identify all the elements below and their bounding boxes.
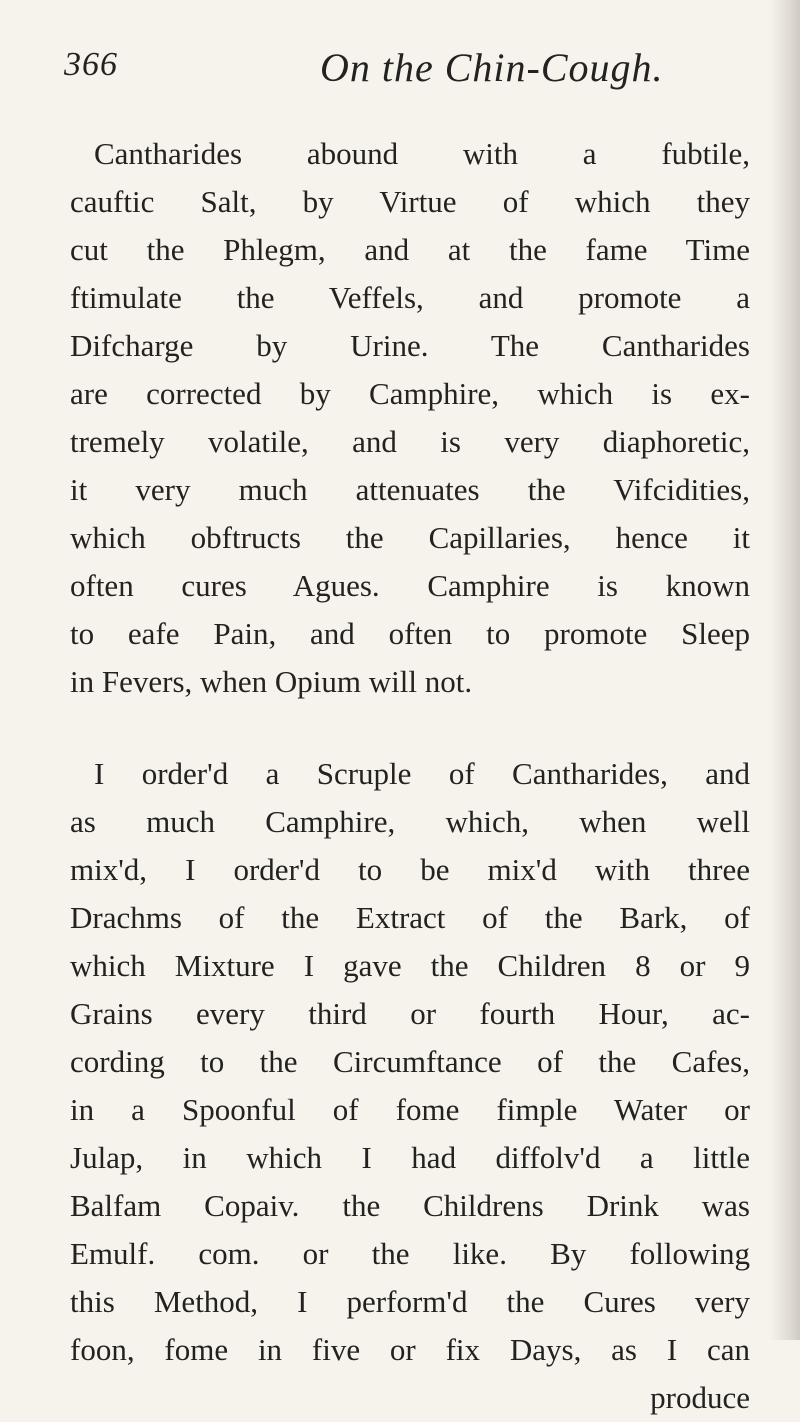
text-line: in a Spoonful of fome fimple Water or	[70, 1092, 750, 1127]
text-line: Emulf. com. or the like. By following	[70, 1236, 750, 1271]
text-line: cauftic Salt, by Virtue of which they	[70, 184, 750, 219]
text-line: to eafe Pain, and often to promote Sleep	[70, 616, 750, 651]
text-line: Cantharides abound with a fubtile,	[94, 136, 750, 171]
text-line: as much Camphire, which, when well	[70, 804, 750, 839]
text-line: cut the Phlegm, and at the fame Time	[70, 232, 750, 267]
paragraph-2	[70, 750, 750, 1422]
text-line: foon, fome in five or fix Days, as I can	[70, 1332, 750, 1367]
text-line: in Fevers, when Opium will not.	[70, 664, 473, 699]
text-line: which obftructs the Capillaries, hence it	[70, 520, 750, 555]
text-line: mix'd, I order'd to be mix'd with three	[70, 852, 750, 887]
text-line: Difcharge by Urine. The Cantharides	[70, 328, 750, 363]
catchword: produce	[650, 1380, 750, 1415]
text-line: Drachms of the Extract of the Bark, of	[70, 900, 750, 935]
text-line: which Mixture I gave the Children 8 or 9	[70, 948, 750, 983]
running-head: On the Chin-Cough.	[320, 45, 664, 90]
text-line: it very much attenuates the Vifcidities,	[70, 472, 750, 507]
text-line: I order'd a Scruple of Cantharides, and	[94, 756, 750, 791]
text-line: Grains every third or fourth Hour, ac-	[70, 996, 750, 1031]
text-line: tremely volatile, and is very diaphoretic,	[70, 424, 750, 459]
paragraph-1	[70, 130, 750, 706]
text-line: cording to the Circumftance of the Cafes,	[70, 1044, 750, 1079]
text-line: Julap, in which I had diffolv'd a little	[70, 1140, 750, 1175]
paragraph-gap	[70, 706, 750, 750]
text-line: Balfam Copaiv. the Childrens Drink was	[70, 1188, 750, 1223]
page-header	[0, 44, 800, 94]
text-line: are corrected by Camphire, which is ex-	[70, 376, 750, 411]
text-line: this Method, I perform'd the Cures very	[70, 1284, 750, 1319]
text-line: ftimulate the Veffels, and promote a	[70, 280, 750, 315]
body-text	[70, 130, 750, 1422]
text-line: often cures Agues. Camphire is known	[70, 568, 750, 603]
page-number: 366	[64, 46, 118, 83]
